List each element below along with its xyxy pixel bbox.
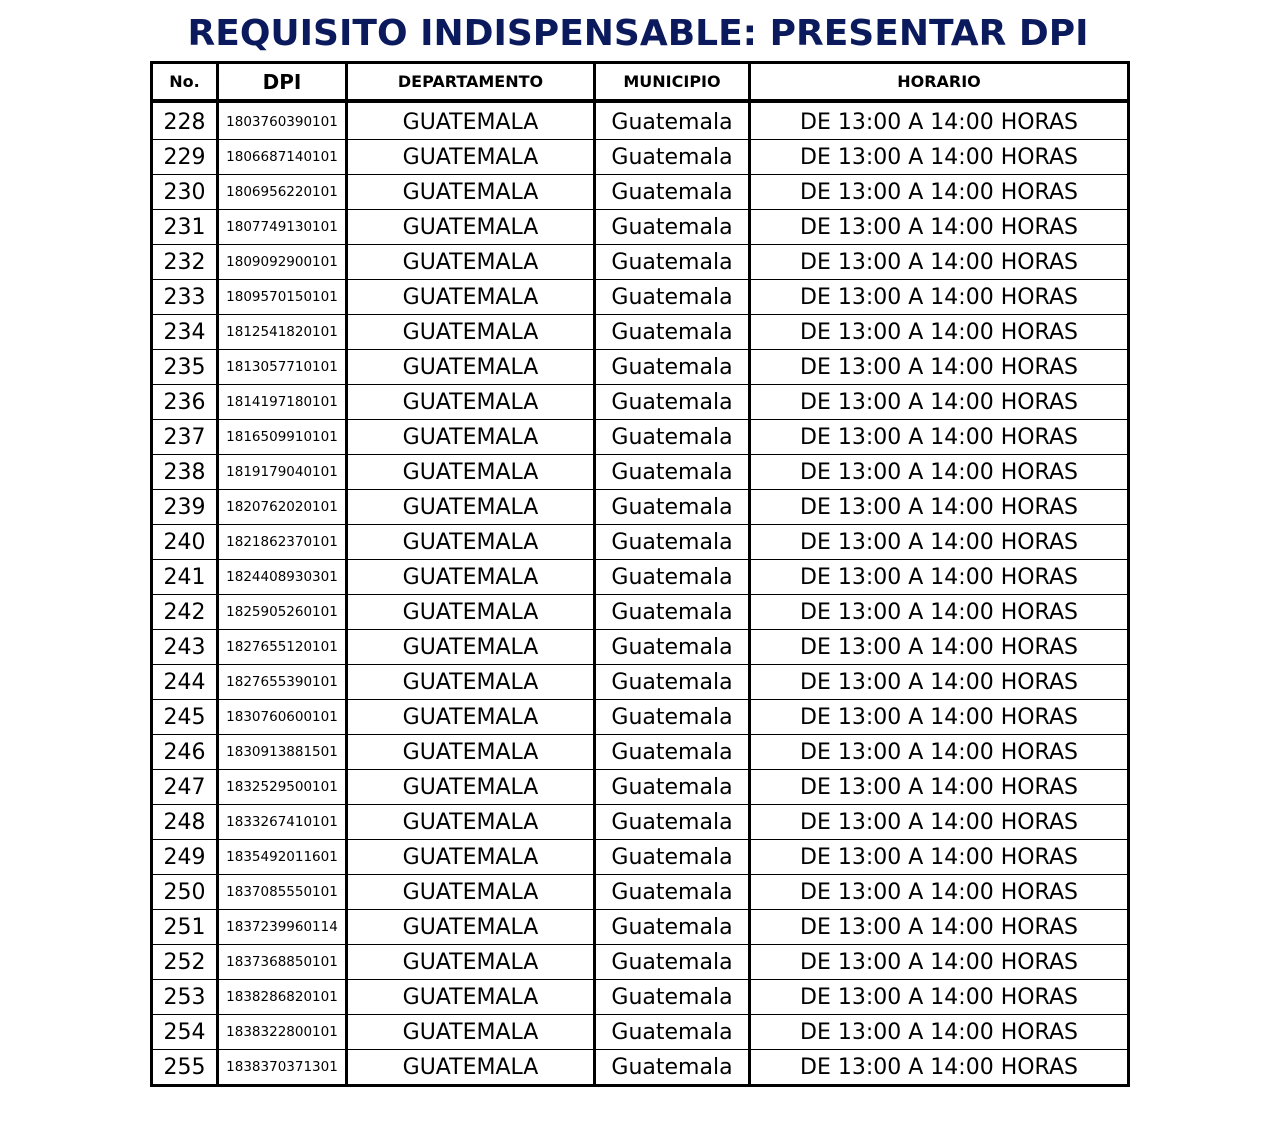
table-row (152, 1050, 1129, 1086)
cell-dpi: 1809570150101 (218, 280, 347, 315)
cell-municipio: Guatemala (595, 805, 750, 840)
table-row (152, 945, 1129, 980)
cell-horario: DE 13:00 A 14:00 HORAS (750, 560, 1129, 595)
cell-horario: DE 13:00 A 14:00 HORAS (750, 840, 1129, 875)
cell-municipio: Guatemala (595, 630, 750, 665)
cell-horario: DE 13:00 A 14:00 HORAS (750, 735, 1129, 770)
table-row (152, 315, 1129, 350)
header-row (152, 63, 1129, 102)
cell-departamento: GUATEMALA (347, 140, 595, 175)
table-header (152, 63, 1129, 102)
cell-horario: DE 13:00 A 14:00 HORAS (750, 245, 1129, 280)
cell-departamento: GUATEMALA (347, 1050, 595, 1086)
cell-horario: DE 13:00 A 14:00 HORAS (750, 490, 1129, 525)
table-row (152, 525, 1129, 560)
cell-no: 248 (152, 805, 218, 840)
cell-departamento: GUATEMALA (347, 350, 595, 385)
cell-no: 230 (152, 175, 218, 210)
cell-no: 231 (152, 210, 218, 245)
cell-dpi: 1827655390101 (218, 665, 347, 700)
cell-dpi: 1837368850101 (218, 945, 347, 980)
cell-horario: DE 13:00 A 14:00 HORAS (750, 350, 1129, 385)
cell-horario: DE 13:00 A 14:00 HORAS (750, 455, 1129, 490)
cell-no: 238 (152, 455, 218, 490)
column-header-dpi: DPI (218, 63, 347, 102)
cell-departamento: GUATEMALA (347, 910, 595, 945)
cell-dpi: 1827655120101 (218, 630, 347, 665)
cell-horario: DE 13:00 A 14:00 HORAS (750, 945, 1129, 980)
cell-no: 228 (152, 101, 218, 140)
cell-departamento: GUATEMALA (347, 455, 595, 490)
table-row (152, 665, 1129, 700)
cell-municipio: Guatemala (595, 735, 750, 770)
cell-no: 240 (152, 525, 218, 560)
table-row (152, 420, 1129, 455)
cell-horario: DE 13:00 A 14:00 HORAS (750, 980, 1129, 1015)
cell-municipio: Guatemala (595, 101, 750, 140)
cell-departamento: GUATEMALA (347, 280, 595, 315)
cell-no: 251 (152, 910, 218, 945)
cell-departamento: GUATEMALA (347, 315, 595, 350)
cell-dpi: 1833267410101 (218, 805, 347, 840)
cell-municipio: Guatemala (595, 945, 750, 980)
cell-horario: DE 13:00 A 14:00 HORAS (750, 595, 1129, 630)
cell-dpi: 1837085550101 (218, 875, 347, 910)
cell-municipio: Guatemala (595, 420, 750, 455)
cell-municipio: Guatemala (595, 455, 750, 490)
table-row (152, 735, 1129, 770)
cell-departamento: GUATEMALA (347, 1015, 595, 1050)
cell-departamento: GUATEMALA (347, 630, 595, 665)
cell-dpi: 1837239960114 (218, 910, 347, 945)
cell-horario: DE 13:00 A 14:00 HORAS (750, 805, 1129, 840)
table-row (152, 210, 1129, 245)
cell-municipio: Guatemala (595, 700, 750, 735)
cell-no: 245 (152, 700, 218, 735)
cell-departamento: GUATEMALA (347, 245, 595, 280)
cell-horario: DE 13:00 A 14:00 HORAS (750, 1050, 1129, 1086)
table-row (152, 455, 1129, 490)
table-row (152, 350, 1129, 385)
cell-municipio: Guatemala (595, 490, 750, 525)
cell-dpi: 1824408930301 (218, 560, 347, 595)
cell-municipio: Guatemala (595, 980, 750, 1015)
table-body (152, 101, 1129, 1086)
cell-dpi: 1830913881501 (218, 735, 347, 770)
cell-departamento: GUATEMALA (347, 385, 595, 420)
cell-municipio: Guatemala (595, 280, 750, 315)
cell-no: 254 (152, 1015, 218, 1050)
cell-departamento: GUATEMALA (347, 101, 595, 140)
cell-dpi: 1838370371301 (218, 1050, 347, 1086)
cell-horario: DE 13:00 A 14:00 HORAS (750, 525, 1129, 560)
table-row (152, 101, 1129, 140)
cell-no: 247 (152, 770, 218, 805)
cell-dpi: 1838286820101 (218, 980, 347, 1015)
cell-horario: DE 13:00 A 14:00 HORAS (750, 315, 1129, 350)
cell-municipio: Guatemala (595, 560, 750, 595)
column-header-municipio: MUNICIPIO (595, 63, 750, 102)
cell-departamento: GUATEMALA (347, 420, 595, 455)
cell-no: 244 (152, 665, 218, 700)
cell-departamento: GUATEMALA (347, 210, 595, 245)
roster-table (150, 61, 1130, 1087)
cell-no: 233 (152, 280, 218, 315)
cell-no: 249 (152, 840, 218, 875)
table-row (152, 140, 1129, 175)
cell-dpi: 1803760390101 (218, 101, 347, 140)
cell-departamento: GUATEMALA (347, 770, 595, 805)
cell-municipio: Guatemala (595, 385, 750, 420)
cell-dpi: 1825905260101 (218, 595, 347, 630)
cell-no: 237 (152, 420, 218, 455)
cell-dpi: 1819179040101 (218, 455, 347, 490)
cell-horario: DE 13:00 A 14:00 HORAS (750, 1015, 1129, 1050)
table-row (152, 980, 1129, 1015)
cell-no: 243 (152, 630, 218, 665)
cell-horario: DE 13:00 A 14:00 HORAS (750, 210, 1129, 245)
cell-municipio: Guatemala (595, 1050, 750, 1086)
cell-no: 235 (152, 350, 218, 385)
table-row (152, 875, 1129, 910)
cell-horario: DE 13:00 A 14:00 HORAS (750, 420, 1129, 455)
cell-departamento: GUATEMALA (347, 945, 595, 980)
cell-departamento: GUATEMALA (347, 980, 595, 1015)
cell-no: 252 (152, 945, 218, 980)
cell-no: 246 (152, 735, 218, 770)
cell-departamento: GUATEMALA (347, 560, 595, 595)
cell-municipio: Guatemala (595, 665, 750, 700)
cell-municipio: Guatemala (595, 175, 750, 210)
cell-municipio: Guatemala (595, 350, 750, 385)
cell-horario: DE 13:00 A 14:00 HORAS (750, 175, 1129, 210)
cell-horario: DE 13:00 A 14:00 HORAS (750, 910, 1129, 945)
cell-departamento: GUATEMALA (347, 595, 595, 630)
table-row (152, 560, 1129, 595)
cell-departamento: GUATEMALA (347, 735, 595, 770)
table-row (152, 700, 1129, 735)
cell-municipio: Guatemala (595, 840, 750, 875)
table-row (152, 490, 1129, 525)
cell-dpi: 1806956220101 (218, 175, 347, 210)
cell-departamento: GUATEMALA (347, 665, 595, 700)
column-header-departamento: DEPARTAMENTO (347, 63, 595, 102)
table-row (152, 630, 1129, 665)
cell-dpi: 1830760600101 (218, 700, 347, 735)
cell-municipio: Guatemala (595, 315, 750, 350)
page-title: REQUISITO INDISPENSABLE: PRESENTAR DPI (187, 13, 1089, 54)
cell-municipio: Guatemala (595, 525, 750, 560)
table-row (152, 910, 1129, 945)
cell-horario: DE 13:00 A 14:00 HORAS (750, 280, 1129, 315)
table-row (152, 770, 1129, 805)
cell-horario: DE 13:00 A 14:00 HORAS (750, 140, 1129, 175)
table-row (152, 175, 1129, 210)
cell-dpi: 1835492011601 (218, 840, 347, 875)
cell-no: 229 (152, 140, 218, 175)
cell-no: 232 (152, 245, 218, 280)
table-row (152, 840, 1129, 875)
table-row (152, 280, 1129, 315)
table-row (152, 1015, 1129, 1050)
cell-municipio: Guatemala (595, 210, 750, 245)
table-row (152, 595, 1129, 630)
cell-departamento: GUATEMALA (347, 805, 595, 840)
table-row (152, 245, 1129, 280)
cell-horario: DE 13:00 A 14:00 HORAS (750, 630, 1129, 665)
cell-dpi: 1838322800101 (218, 1015, 347, 1050)
column-header-no: No. (152, 63, 218, 102)
cell-municipio: Guatemala (595, 910, 750, 945)
cell-dpi: 1807749130101 (218, 210, 347, 245)
cell-no: 234 (152, 315, 218, 350)
cell-no: 253 (152, 980, 218, 1015)
table-row (152, 385, 1129, 420)
cell-no: 255 (152, 1050, 218, 1086)
cell-departamento: GUATEMALA (347, 700, 595, 735)
cell-dpi: 1806687140101 (218, 140, 347, 175)
cell-dpi: 1813057710101 (218, 350, 347, 385)
cell-horario: DE 13:00 A 14:00 HORAS (750, 700, 1129, 735)
cell-municipio: Guatemala (595, 140, 750, 175)
cell-no: 239 (152, 490, 218, 525)
column-header-horario: HORARIO (750, 63, 1129, 102)
cell-horario: DE 13:00 A 14:00 HORAS (750, 385, 1129, 420)
cell-no: 236 (152, 385, 218, 420)
cell-departamento: GUATEMALA (347, 875, 595, 910)
cell-dpi: 1812541820101 (218, 315, 347, 350)
cell-dpi: 1809092900101 (218, 245, 347, 280)
cell-no: 242 (152, 595, 218, 630)
cell-departamento: GUATEMALA (347, 490, 595, 525)
cell-horario: DE 13:00 A 14:00 HORAS (750, 665, 1129, 700)
cell-horario: DE 13:00 A 14:00 HORAS (750, 770, 1129, 805)
cell-dpi: 1832529500101 (218, 770, 347, 805)
cell-municipio: Guatemala (595, 770, 750, 805)
cell-municipio: Guatemala (595, 595, 750, 630)
cell-dpi: 1814197180101 (218, 385, 347, 420)
cell-no: 250 (152, 875, 218, 910)
cell-no: 241 (152, 560, 218, 595)
cell-municipio: Guatemala (595, 875, 750, 910)
cell-municipio: Guatemala (595, 245, 750, 280)
cell-departamento: GUATEMALA (347, 175, 595, 210)
cell-dpi: 1820762020101 (218, 490, 347, 525)
cell-dpi: 1816509910101 (218, 420, 347, 455)
table-row (152, 805, 1129, 840)
cell-departamento: GUATEMALA (347, 525, 595, 560)
cell-departamento: GUATEMALA (347, 840, 595, 875)
cell-horario: DE 13:00 A 14:00 HORAS (750, 875, 1129, 910)
cell-horario: DE 13:00 A 14:00 HORAS (750, 101, 1129, 140)
cell-municipio: Guatemala (595, 1015, 750, 1050)
cell-dpi: 1821862370101 (218, 525, 347, 560)
